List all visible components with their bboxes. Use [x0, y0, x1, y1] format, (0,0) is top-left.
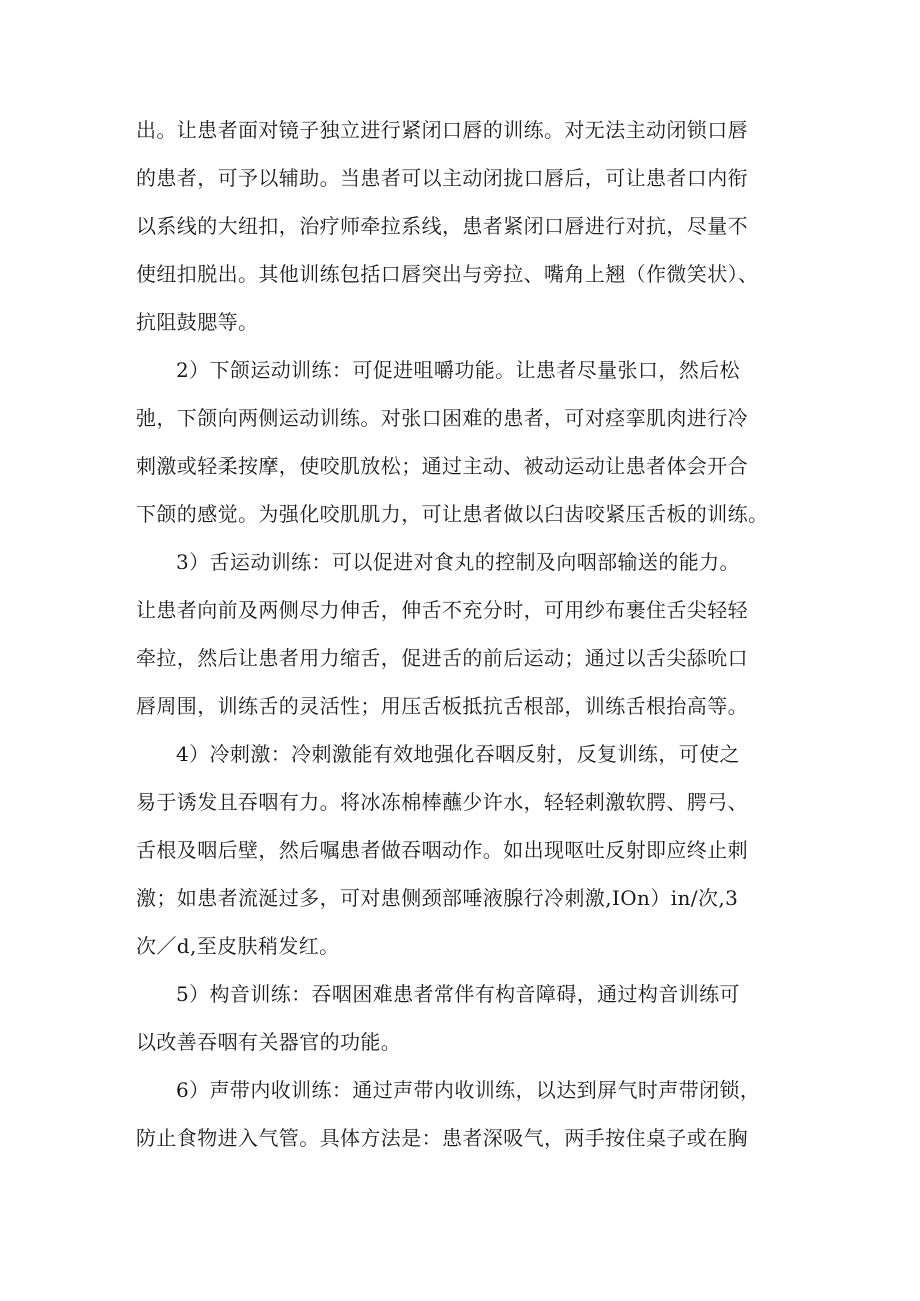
text-line: 刺激或轻柔按摩，使咬肌放松；通过主动、被动运动让患者体会开合 — [136, 454, 748, 478]
text-line: 唇周围，训练舌的灵活性；用压舌板抵抗舌根部，训练舌根抬高等。 — [136, 694, 748, 718]
text-line: 以系线的大纽扣，治疗师牵拉系线，患者紧闭口唇进行对抗，尽量不 — [136, 214, 748, 238]
text-line: 以改善吞咽有关器官的功能。 — [136, 1030, 402, 1054]
text-line: 让患者向前及两侧尽力伸舌，伸舌不充分时，可用纱布裹住舌尖轻轻 — [136, 598, 748, 622]
text-line: 防止食物进入气管。具体方法是：患者深吸气，两手按住桌子或在胸 — [136, 1126, 748, 1150]
text-line: 弛，下颌向两侧运动训练。对张口困难的患者，可对痉挛肌肉进行冷 — [136, 406, 748, 430]
paragraph-start-line: 4）冷刺激：冷刺激能有效地强化吞咽反射，反复训练，可使之 — [176, 742, 740, 766]
text-line: 下颌的感觉。为强化咬肌肌力，可让患者做以臼齿咬紧压舌板的训练。 — [136, 502, 769, 526]
text-line: 使纽扣脱出。其他训练包括口唇突出与旁拉、嘴角上翘（作微笑状）、 — [136, 262, 759, 286]
text-line: 次／d,至皮肤稍发红。 — [136, 934, 340, 958]
text-line: 出。让患者面对镜子独立进行紧闭口唇的训练。对无法主动闭锁口唇 — [136, 118, 748, 142]
paragraph-start-line: 2）下颌运动训练：可促进咀嚼功能。让患者尽量张口，然后松 — [176, 358, 740, 382]
paragraph-start-line: 3）舌运动训练：可以促进对食丸的控制及向咽部输送的能力。 — [176, 550, 740, 574]
text-line: 的患者，可予以辅助。当患者可以主动闭拢口唇后，可让患者口内衔 — [136, 166, 748, 190]
paragraph-start-line: 6）声带内收训练：通过声带内收训练，以达到屏气时声带闭锁， — [176, 1078, 761, 1102]
text-line: 激；如患者流涎过多，可对患侧颈部唾液腺行冷刺激,IOn）in/次,3 — [136, 886, 739, 910]
text-line: 舌根及咽后壁，然后嘱患者做吞咽动作。如出现呕吐反射即应终止刺 — [136, 838, 748, 862]
text-line: 牵拉，然后让患者用力缩舌，促进舌的前后运动；通过以舌尖舔吮口 — [136, 646, 748, 670]
text-line: 抗阻鼓腮等。 — [136, 310, 259, 334]
text-line: 易于诱发且吞咽有力。将冰冻棉棒蘸少许水，轻轻刺激软腭、腭弓、 — [136, 790, 748, 814]
paragraph-start-line: 5）构音训练：吞咽困难患者常伴有构音障碍，通过构音训练可 — [176, 982, 740, 1006]
